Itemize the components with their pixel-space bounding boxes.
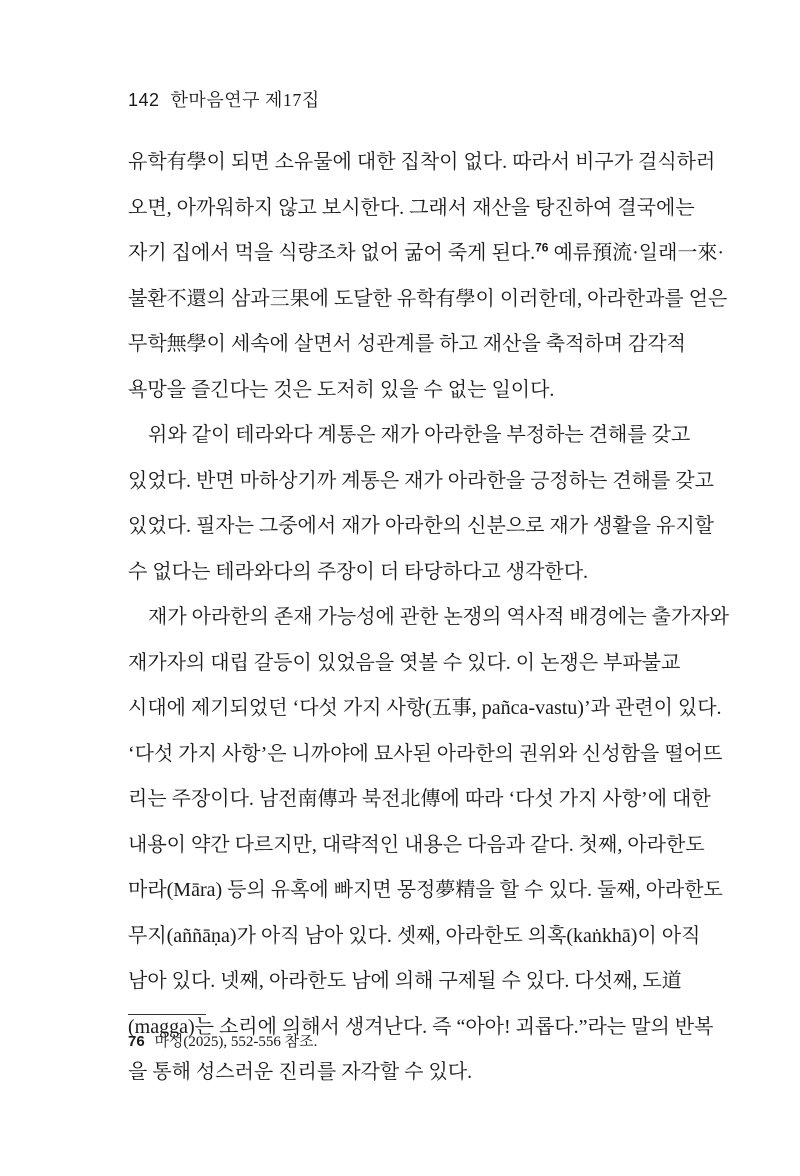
body-line: 욕망을 즐긴다는 것은 도저히 있을 수 없는 일이다. (128, 378, 555, 401)
body-line: 무학無學이 세속에 살면서 성관계를 하고 재산을 축적하며 감각적 (128, 333, 686, 355)
body-line-with-footnote (128, 231, 725, 277)
body-line: 남아 있다. 넷째, 아라한도 남에 의해 구제될 수 있다. 다섯째, 도道 (128, 970, 682, 992)
page-number: 142 (128, 90, 160, 110)
body-text (128, 140, 729, 1096)
body-line: 시대에 제기되었던 ‘다섯 가지 사항(五事, pañca-vastu)’과 관련이 있다. (128, 697, 722, 719)
body-line: 마라(Māra) 등의 유혹에 빠지면 몽정夢精을 할 수 있다. 둘째, 아라한도 (128, 879, 723, 901)
body-line: 오면, 아까워하지 않고 보시한다. 그래서 재산을 탕진하여 결국에는 (128, 196, 695, 219)
body-line: 을 통해 성스러운 진리를 자각할 수 있다. (128, 1061, 473, 1083)
footnote-divider (128, 1014, 206, 1015)
footnote-text: 마성(2025), 552-556 참조. (154, 1034, 318, 1050)
body-line: 위와 같이 테라와다 계통은 재가 아라한을 부정하는 견해를 갖고 (148, 424, 691, 446)
footnote-reference[interactable]: 76 (535, 240, 549, 255)
body-line: 있었다. 필자는 그중에서 재가 아라한의 신분으로 재가 생활을 유지할 (128, 515, 714, 537)
body-line: 내용이 약간 다르지만, 대략적인 내용은 다음과 같다. 첫째, 아라한도 (128, 833, 705, 856)
body-line: 수 없다는 테라와다의 주장이 더 타당하다고 생각한다. (128, 560, 589, 583)
body-line: 있었다. 반면 마하상기까 계통은 재가 아라한을 긍정하는 견해를 갖고 (128, 469, 714, 492)
body-line-text: 예류預流·일래一來· (548, 242, 725, 264)
body-line: 재가 아라한의 존재 가능성에 관한 논쟁의 역사적 배경에는 출가자와 (148, 606, 729, 628)
footnote (128, 1030, 317, 1051)
running-title: 한마음연구 제17집 (170, 90, 320, 110)
body-line: ‘다섯 가지 사항’은 니까야에 묘사된 아라한의 권위와 신성함을 떨어뜨 (128, 742, 723, 765)
body-line: 유학有學이 되면 소유물에 대한 집착이 없다. 따라서 비구가 걸식하러 (128, 151, 716, 173)
body-line: 불환不還의 삼과三果에 도달한 유학有學이 이러한데, 아라한과를 얻은 (128, 287, 728, 310)
body-line: 무지(aññāṇa)가 아직 남아 있다. 셋째, 아라한도 의혹(kaṅkhā)이 아직 (128, 924, 701, 947)
running-header (128, 86, 320, 112)
body-line: (magga)는 소리에 의해서 생겨난다. 즉 “아아! 괴롭다.”라는 말의 반복 (128, 1015, 714, 1038)
body-line: 재가자의 대립 갈등이 있었음을 엿볼 수 있다. 이 논쟁은 부파불교 (128, 651, 681, 674)
body-line-text: 자기 집에서 먹을 식량조차 없어 굶어 죽게 된다. (128, 242, 536, 264)
body-line: 리는 주장이다. 남전南傳과 북전北傳에 따라 ‘다섯 가지 사항’에 대한 (128, 788, 711, 810)
footnote-number: 76 (128, 1033, 145, 1050)
